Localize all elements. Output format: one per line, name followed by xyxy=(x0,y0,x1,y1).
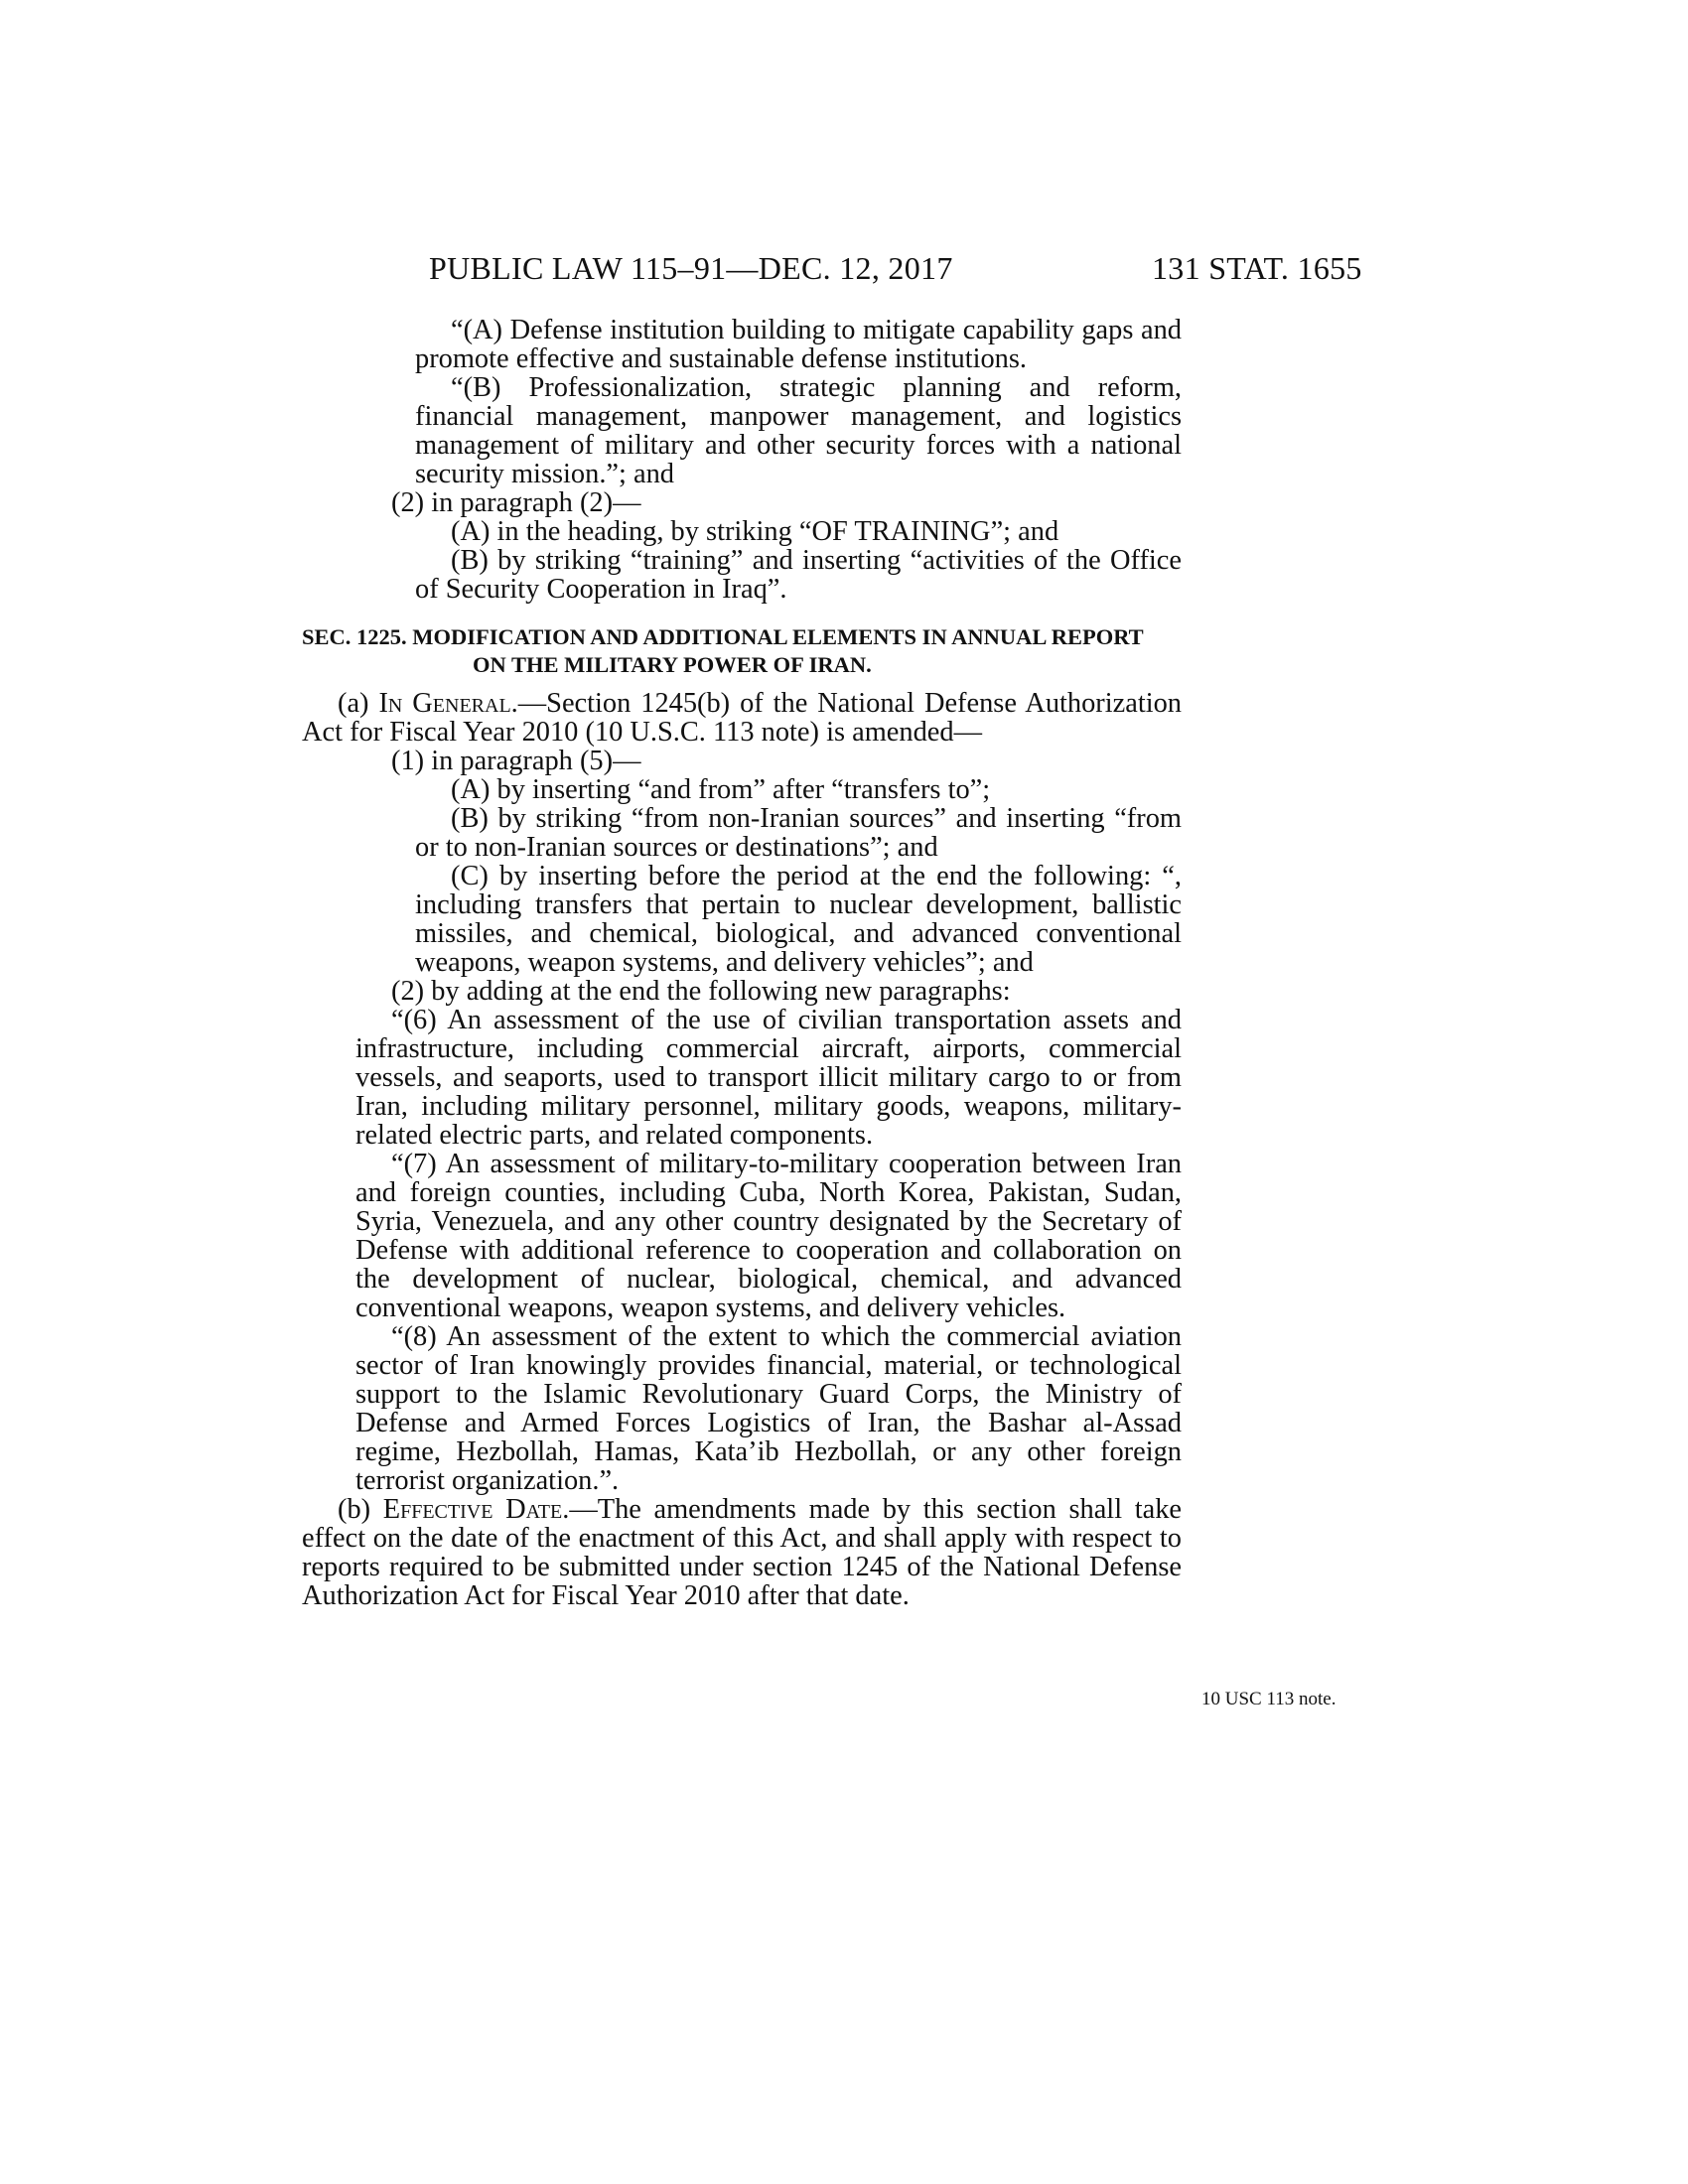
paragraph-2-adding: (2) by adding at the end the following new paragraphs: xyxy=(391,976,1011,1007)
subsection-a-heading: In General xyxy=(378,688,511,719)
paragraph-2A-text-c: ”; and xyxy=(990,516,1059,547)
paragraph-1-in-paragraph-5: (1) in paragraph (5)— xyxy=(391,746,641,776)
paragraph-A-defense-institution: “(A) Defense institution building to mitigate capability gaps and promote effective and sustainable defense institutions. xyxy=(415,315,1182,374)
paragraph-1A: (A) by inserting “and from” after “transfers to”; xyxy=(451,774,991,805)
paragraph-2A-text-a: (A) in the heading, by striking “ xyxy=(451,516,812,547)
subsection-b-heading: Effective Date xyxy=(382,1494,563,1525)
paragraph-2B: (B) by striking “training” and inserting “activities of the Office of Security Cooperation in Iraq”. xyxy=(415,545,1182,605)
subsection-b-label: (b) xyxy=(338,1494,383,1525)
subsection-a xyxy=(302,689,1182,747)
new-paragraph-7: “(7) An assessment of military-to-military cooperation between Iran and foreign counties, including Cuba, North Korea, Pakistan, Sudan, Syria, Venezuela, and any other country designated by the Secretary of Defense with additional reference to cooperation and collaboration on the development of nuclear, biological, chemical, and advanced conventional weapons, weapon systems, and delivery vehicles. xyxy=(355,1149,1182,1323)
section-heading: SEC. 1225. MODIFICATION AND ADDITIONAL ELEMENTS IN ANNUAL REPORT ON THE MILITARY POWER OF IRAN. xyxy=(302,624,1144,677)
page-citation: 131 STAT. 1655 xyxy=(1152,250,1362,286)
running-header-title: PUBLIC LAW 115–91—DEC. 12, 2017 xyxy=(429,250,953,286)
subsection-b xyxy=(302,1495,1182,1610)
paragraph-2-heading: (2) in paragraph (2)— xyxy=(391,487,641,518)
paragraph-1B: (B) by striking “from non-Iranian sources” and inserting “from or to non-Iranian sources or destinations”; and xyxy=(415,803,1182,863)
new-paragraph-6: “(6) An assessment of the use of civilian transportation assets and infrastructure, including commercial aircraft, airports, commercial vessels, and seaports, used to transport illicit military cargo to or from Iran, including military personnel, military goods, weapons, military-related electric parts, and related components. xyxy=(355,1005,1182,1151)
new-paragraph-8: “(8) An assessment of the extent to which the commercial aviation sector of Iran knowingly provides financial, material, or technological support to the Islamic Revolutionary Guard Corps, the Ministry of Defense and Armed Forces Logistics of Iran, the Bashar al-Assad regime, Hezbollah, Hamas, Kata’ib Hezbollah, or any other foreign terrorist organization.”. xyxy=(355,1321,1182,1496)
margin-note: 10 USC 113 note. xyxy=(1201,1689,1336,1709)
subsection-b-text: .—The amendments made by this section shall take effect on the date of the enactment of this Act, and shall apply with respect to reports required to be submitted under section 1245 of the National Defense Authorization Act for Fiscal Year 2010 after that date. xyxy=(302,1494,1182,1611)
paragraph-2A-small-caps: OF TRAINING xyxy=(811,516,991,547)
document-body xyxy=(302,316,1182,1610)
paragraph-1C: (C) by inserting before the period at the end the following: “, including transfers that pertain to nuclear development, ballistic missiles, and chemical, biological, and advanced conventional weapons, weapon systems, and delivery vehicles”; and xyxy=(415,861,1182,978)
paragraph-2A xyxy=(415,517,1182,546)
paragraph-B-professionalization: “(B) Professionalization, strategic planning and reform, financial management, manpower management, and logistics management of military and other security forces with a national security mission.”; and xyxy=(415,372,1182,489)
subsection-a-label: (a) xyxy=(338,688,379,719)
subsection-a-text: .—Section 1245(b) of the National Defense Authorization Act for Fiscal Year 2010 (10 U.S.C. 113 note) is amended— xyxy=(302,688,1182,748)
